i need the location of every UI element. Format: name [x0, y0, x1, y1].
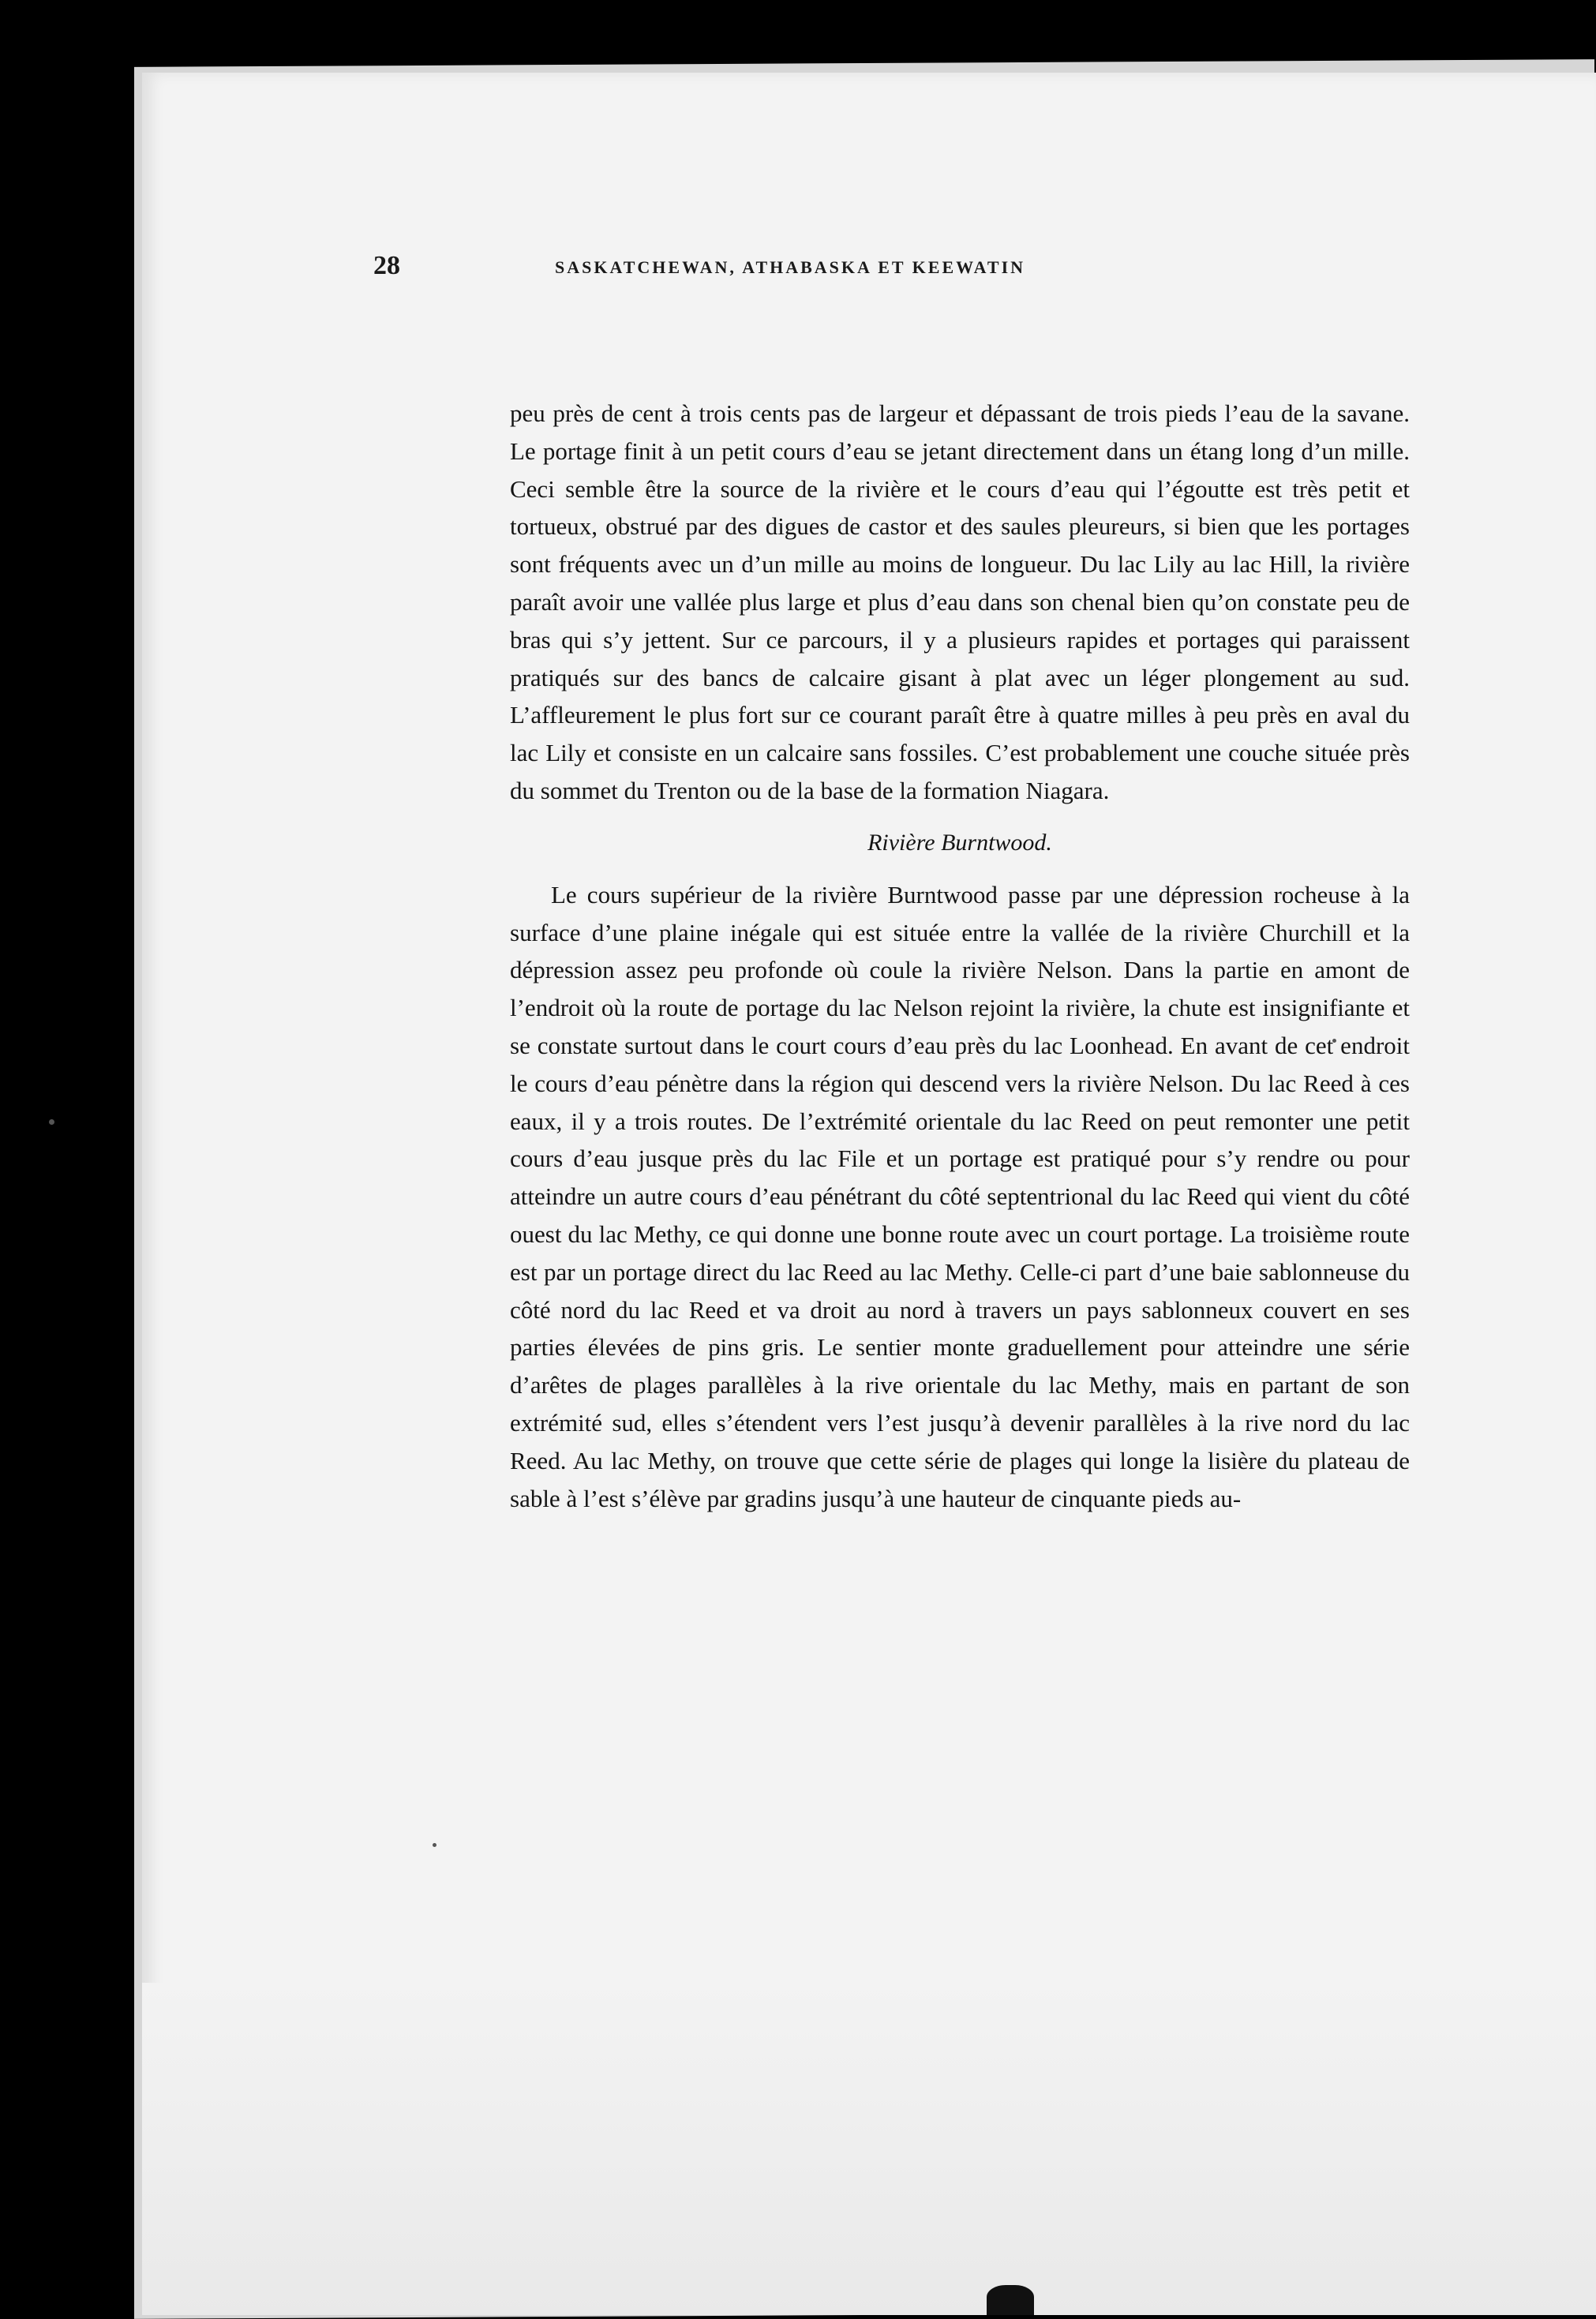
scan-shading	[142, 1983, 1596, 2315]
scan-speck	[49, 1119, 54, 1125]
scan-speck	[433, 1843, 436, 1847]
page-header	[373, 251, 1407, 283]
page-number: 28	[373, 251, 400, 280]
paragraph-continued: peu près de cent à trois cents pas de largeur et dépassant de trois pieds l’eau de la savane. Le portage finit à un petit cours d’eau se jetant directement dans un étang long d’un mille. Ceci semble être la source de la rivière et le cours d’eau qui l’égoutte est très petit et tortueux, obstrué par des digues de castor et des saules pleureurs, si bien que les portages sont fréquents avec un d’un mille au moins de longueur. Du lac Lily au lac Hill, la rivière paraît avoir une vallée plus large et plus d’eau dans son chenal bien qu’on constate peu de bras qui s’y jettent. Sur ce parcours, il y a plusieurs rapides et portages qui paraissent pratiqués sur des bancs de calcaire gisant à plat avec un léger plongement au sud. L’affleurement le plus fort sur ce courant paraît être à quatre milles à peu près en aval du lac Lily et consiste en un calcaire sans fossiles. C’est probablement une couche située près du sommet du Trenton ou de la base de la formation Niagara.	[510, 399, 1410, 804]
paragraph-burntwood: Le cours supérieur de la rivière Burntwood passe par une dépression rocheuse à la surface d’une plaine inégale qui est située entre la vallée de la rivière Churchill et la dépression assez peu profonde où coule la rivière Nelson. Dans la partie en amont de l’endroit où la route de portage du lac Nelson rejoint la rivière, la chute est insignifiante et se constate surtout dans le court cours d’eau près du lac Loonhead. En avant de cet endroit le cours d’eau pénètre dans la région qui descend vers la rivière Nelson. Du lac Reed à ces eaux, il y a trois routes. De l’extrémité orientale du lac Reed on peut remonter une petit cours d’eau jusque près du lac File et un portage est pratiqué pour s’y rendre ou pour atteindre un autre cours d’eau pénétrant du côté septentrional du lac Reed qui vient du côté ouest du lac Methy, ce qui donne une bonne route avec un court portage. La troisième route est par un portage direct du lac Reed au lac Methy. Celle-ci part d’une baie sablonneuse du côté nord du lac Reed et va droit au nord à travers un pays sablonneux couvert en ses parties élevées de pins gris. Le sentier monte graduellement pour atteindre une série d’arêtes de plages parallèles à la rive orientale du lac Methy, mais en partant de son extrémité sud, elles s’étendent vers l’est jusqu’à devenir parallèles à la rive nord du lac Reed. Au lac Methy, on trouve que cette série de plages qui longe la lisière du plateau de sable à l’est s’élève par gradins jusqu’à une hauteur de cinquante pieds au-	[510, 880, 1410, 1512]
section-title: Rivière Burntwood.	[867, 829, 1052, 856]
scan-artifact	[987, 2285, 1034, 2315]
body-text	[510, 395, 1410, 1517]
running-head: SASKATCHEWAN, ATHABASKA ET KEEWATIN	[555, 257, 1026, 277]
